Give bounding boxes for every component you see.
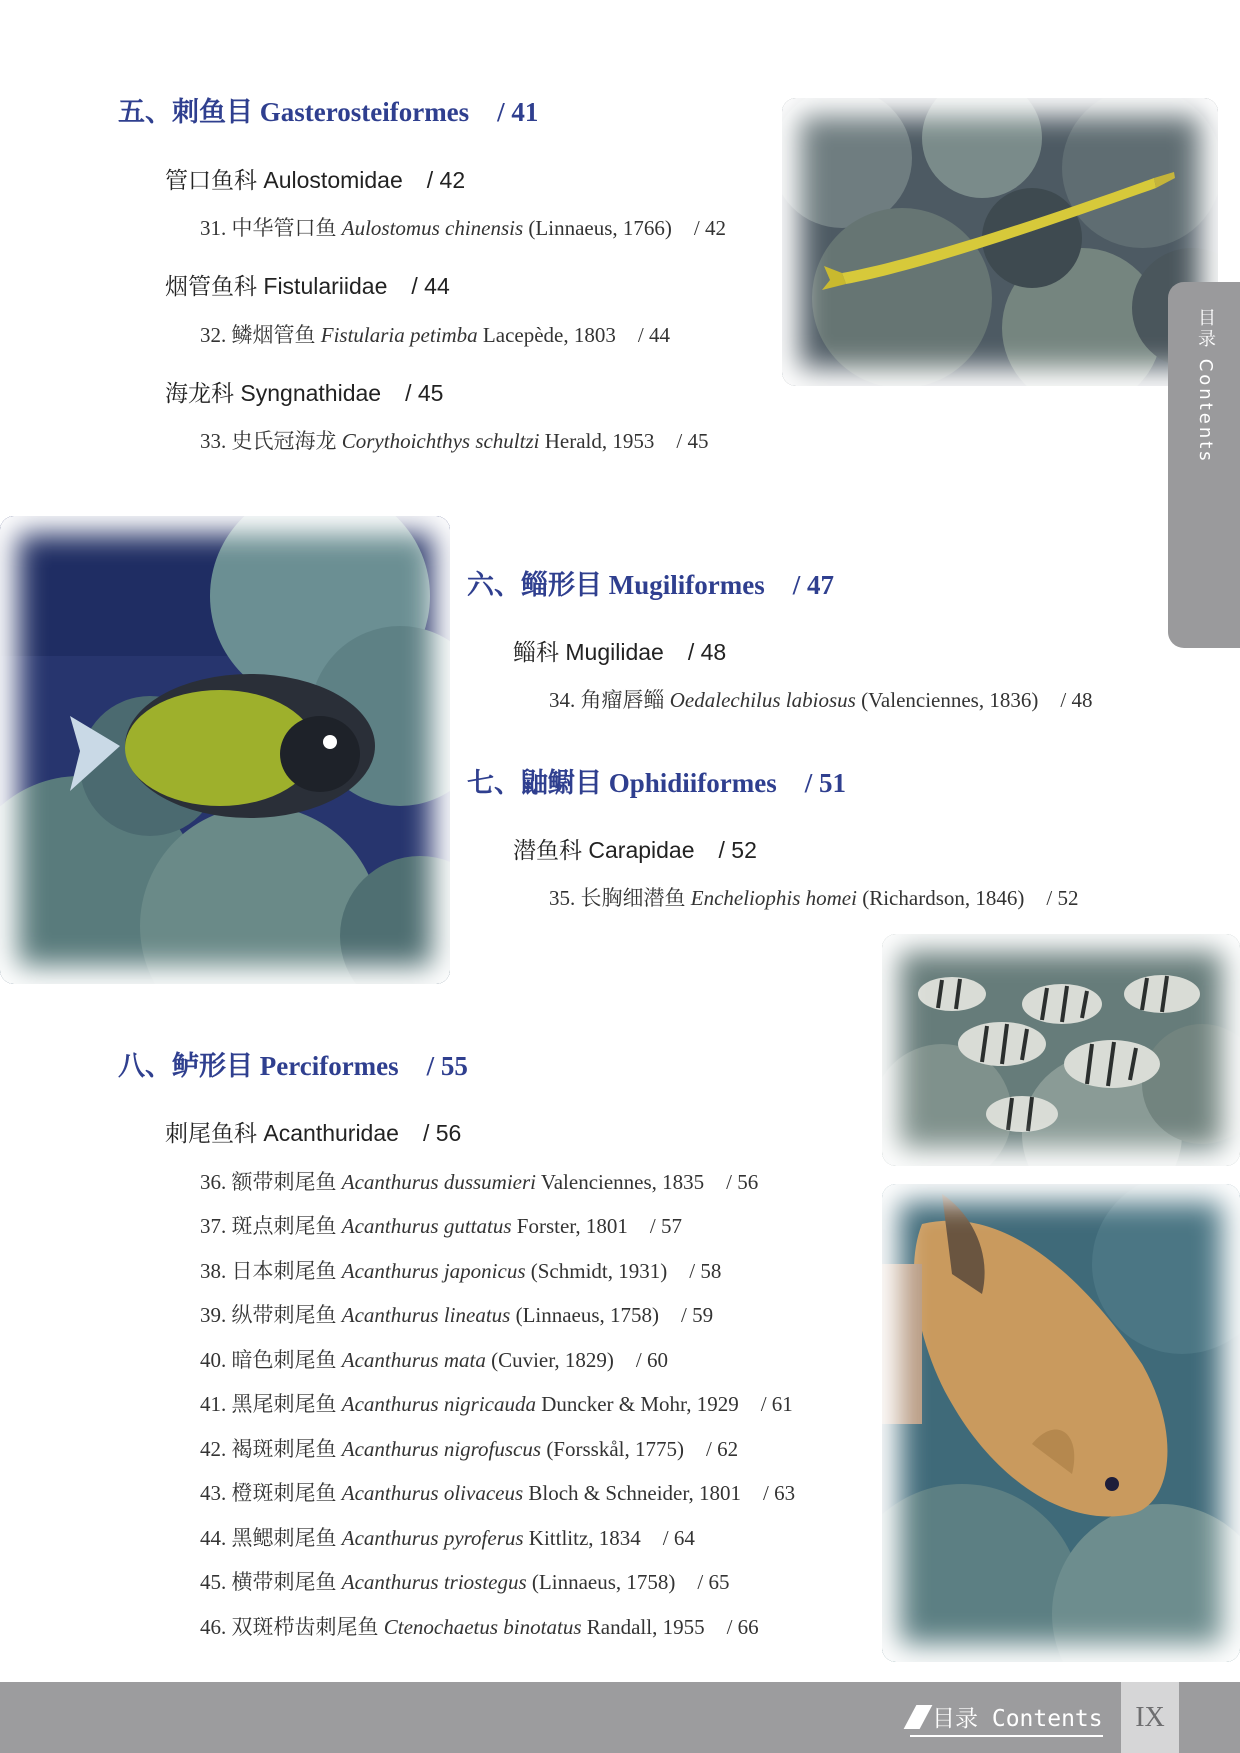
species-entry[interactable]: 42. 褐斑刺尾鱼 Acanthurus nigrofuscus (Forsskål, 1775) / 62 (200, 1437, 739, 1461)
contents-side-tab[interactable] (1168, 282, 1240, 648)
slash-icon (904, 1705, 933, 1729)
species-entry[interactable]: 43. 橙斑刺尾鱼 Acanthurus olivaceus Bloch & Schneider, 1801 / 63 (200, 1481, 796, 1505)
species-entry[interactable]: 41. 黑尾刺尾鱼 Acanthurus nigricauda Duncker & Mohr, 1929 / 61 (200, 1392, 793, 1416)
family-heading[interactable]: 烟管鱼科 Fistulariidae / 44 (165, 273, 450, 299)
family-heading[interactable]: 鲻科 Mugilidae / 48 (513, 639, 727, 665)
species-entry[interactable]: 40. 暗色刺尾鱼 Acanthurus mata (Cuvier, 1829) / 60 (200, 1348, 668, 1372)
species-entry[interactable]: 34. 角瘤唇鲻 Oedalechilus labiosus (Valenciennes, 1836) / 48 (549, 688, 1093, 712)
surgeonfish-photo (0, 516, 450, 984)
species-entry[interactable]: 35. 长胸细潜鱼 Encheliophis homei (Richardson, 1846) / 52 (549, 886, 1079, 910)
family-heading[interactable]: 刺尾鱼科 Acanthuridae / 56 (165, 1120, 462, 1146)
footer-bar (0, 1682, 1240, 1753)
order-heading[interactable]: 六、鲻形目 Mugiliformes / 47 (467, 570, 834, 600)
species-entry[interactable]: 38. 日本刺尾鱼 Acanthurus japonicus (Schmidt, 1931) / 58 (200, 1259, 722, 1283)
species-entry[interactable]: 37. 斑点刺尾鱼 Acanthurus guttatus Forster, 1801 / 57 (200, 1214, 683, 1238)
order-heading[interactable]: 五、刺鱼目 Gasterosteiformes / 41 (118, 97, 539, 127)
order-heading[interactable]: 八、鲈形目 Perciformes / 55 (118, 1051, 468, 1081)
species-entry[interactable]: 32. 鳞烟管鱼 Fistularia petimba Lacepède, 1803 / 44 (200, 323, 670, 347)
order-heading[interactable]: 七、鼬鳚目 Ophidiiformes / 51 (467, 768, 847, 798)
page-number: IX (1121, 1682, 1179, 1753)
family-heading[interactable]: 管口鱼科 Aulostomidae / 42 (165, 167, 466, 193)
species-entry[interactable]: 46. 双斑栉齿刺尾鱼 Ctenochaetus binotatus Randall, 1955 / 66 (200, 1615, 759, 1639)
footer-contents-link[interactable] (910, 1700, 1103, 1737)
side-tab-label: 目录 Contents (1195, 308, 1216, 464)
trumpetfish-photo (782, 98, 1218, 386)
footer-contents-label: 目录 Contents (932, 1706, 1103, 1732)
orange-surgeonfish-photo (882, 1184, 1240, 1662)
species-entry[interactable]: 33. 史氏冠海龙 Corythoichthys schultzi Herald, 1953 / 45 (200, 429, 709, 453)
species-entry[interactable]: 39. 纵带刺尾鱼 Acanthurus lineatus (Linnaeus, 1758) / 59 (200, 1303, 714, 1327)
species-entry[interactable]: 44. 黑鳃刺尾鱼 Acanthurus pyroferus Kittlitz, 1834 / 64 (200, 1526, 695, 1550)
convict-surgeonfish-photo (882, 934, 1240, 1166)
family-heading[interactable]: 潜鱼科 Carapidae / 52 (513, 837, 757, 863)
species-entry[interactable]: 36. 额带刺尾鱼 Acanthurus dussumieri Valenciennes, 1835 / 56 (200, 1170, 759, 1194)
species-entry[interactable]: 31. 中华管口鱼 Aulostomus chinensis (Linnaeus, 1766) / 42 (200, 216, 726, 240)
family-heading[interactable]: 海龙科 Syngnathidae / 45 (165, 380, 444, 406)
species-entry[interactable]: 45. 横带刺尾鱼 Acanthurus triostegus (Linnaeus, 1758) / 65 (200, 1570, 730, 1594)
